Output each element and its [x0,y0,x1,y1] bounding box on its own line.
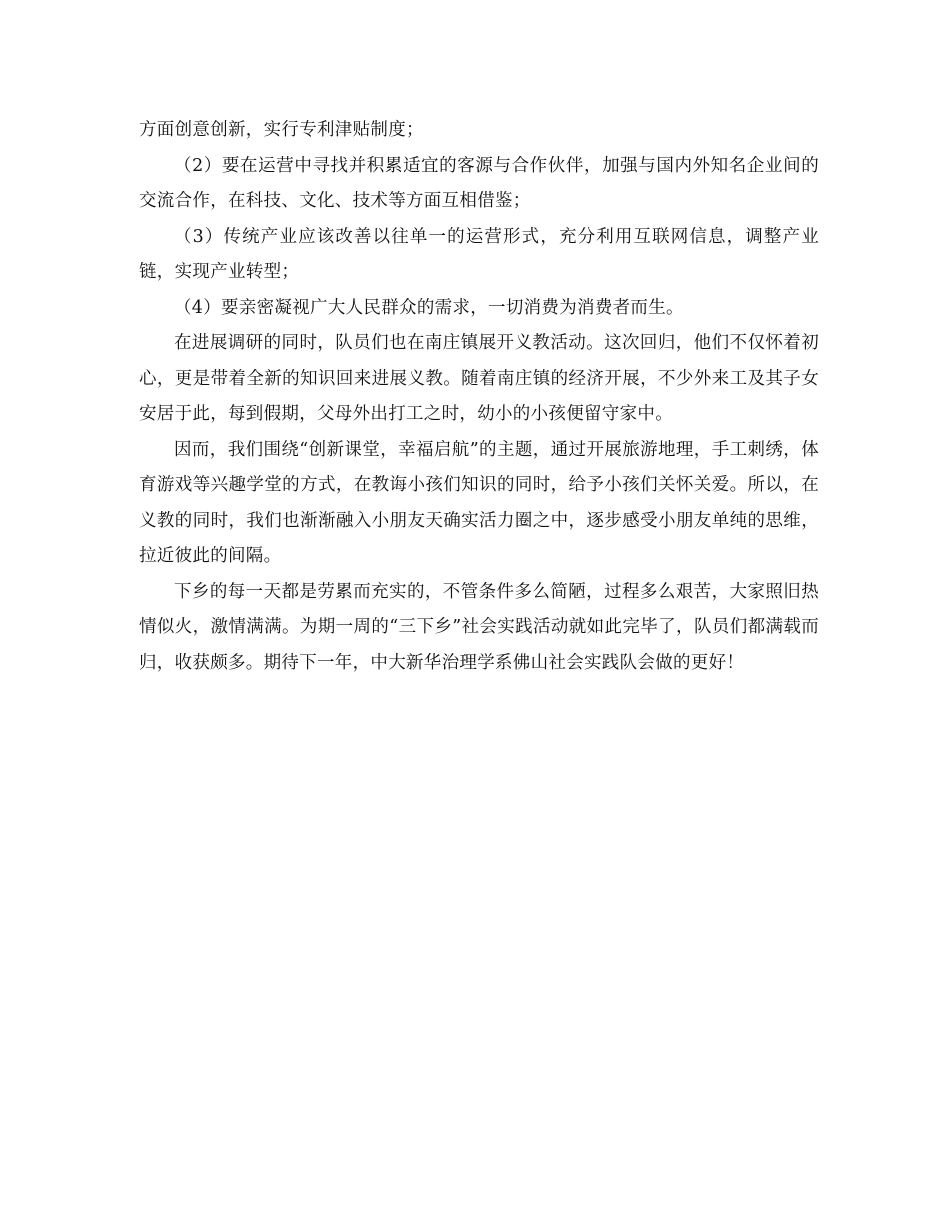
paragraph-conclusion: 下乡的每一天都是劳累而充实的，不管条件多么简陋，过程多么艰苦，大家照旧热情似火，激情满满。为期一周的“三下乡”社会实践活动就如此完毕了，队员们都满载而归，收获颇多。期待下一年，中大新华治理学系佛山社会实践队会做的更好！ [139,581,819,673]
document-body [139,113,819,681]
list-item-4: （4）要亲密凝视广大人民群众的需求，一切消费为消费者而生。 [174,297,684,318]
paragraph-theme-activities: 因而，我们围绕“创新课堂，幸福启航”的主题，通过开展旅游地理，手工刺绣，体育游戏等兴趣学堂的方式，在教诲小孩们知识的同时，给予小孩们关怀关爱。所以，在义教的同时，我们也渐渐融入小朋友天确实活力圈之中，逐步感受小朋友单纯的思维，拉近彼此的间隔。 [139,439,819,566]
list-item-2: （2）要在运营中寻找并积累适宜的客源与合作伙伴，加强与国内外知名企业间的交流合作，在科技、文化、技术等方面互相借鉴； [139,155,819,211]
paragraph-continuation: 方面创意创新，实行专利津贴制度； [139,120,424,140]
list-item-3: （3）传统产业应该改善以往单一的运营形式，充分利用互联网信息，调整产业链，实现产业转型； [139,226,819,282]
paragraph-volunteer-teaching: 在进展调研的同时，队员们也在南庄镇展开义教活动。这次回归，他们不仅怀着初心，更是带着全新的知识回来进展义教。随着南庄镇的经济开展，不少外来工及其子女安居于此，每到假期，父母外出打工之时，幼小的小孩便留守家中。 [139,333,819,424]
